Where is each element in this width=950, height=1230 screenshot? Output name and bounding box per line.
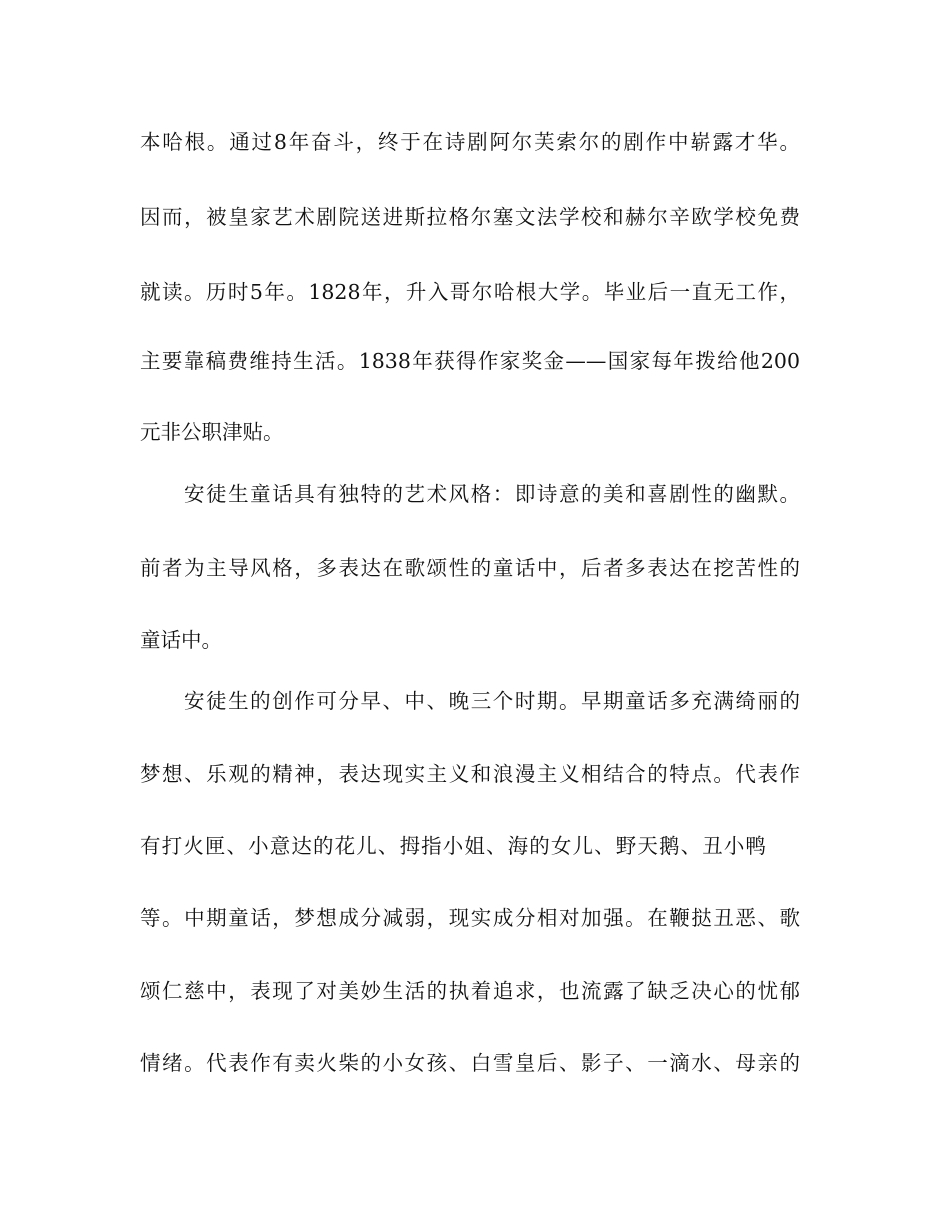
paragraph-3-line-6: 情绪。代表作有卖火柴的小女孩、白雪皇后、影子、一滴水、母亲的 <box>140 1051 800 1075</box>
paragraph-1-line-1: 本哈根。通过8年奋斗，终于在诗剧阿尔芙索尔的剧作中崭露才华。 <box>140 130 800 154</box>
paragraph-1-line-5: 元非公职津贴。 <box>140 420 284 444</box>
paragraph-2-line-1: 安徒生童话具有独特的艺术风格：即诗意的美和喜剧性的幽默。 <box>184 482 800 506</box>
paragraph-3-line-5: 颂仁慈中，表现了对美妙生活的执着追求，也流露了缺乏决心的忧郁 <box>140 979 800 1003</box>
paragraph-3-line-1: 安徒生的创作可分早、中、晚三个时期。早期童话多充满绮丽的 <box>184 689 800 713</box>
paragraph-1-line-3: 就读。历时5年。1828年，升入哥尔哈根大学。毕业后一直无工作， <box>140 280 800 304</box>
paragraph-3-line-3: 有打火匣、小意达的花儿、拇指小姐、海的女儿、野天鹅、丑小鸭 <box>140 834 766 858</box>
paragraph-2-line-3: 童话中。 <box>140 628 222 652</box>
paragraph-1-line-4: 主要靠稿费维持生活。1838年获得作家奖金——国家每年拨给他200 <box>140 349 800 373</box>
paragraph-3-line-2: 梦想、乐观的精神，表达现实主义和浪漫主义相结合的特点。代表作 <box>140 762 800 786</box>
paragraph-3-line-4: 等。中期童话，梦想成分减弱，现实成分相对加强。在鞭挞丑恶、歌 <box>140 906 800 930</box>
paragraph-1-line-2: 因而，被皇家艺术剧院送进斯拉格尔塞文法学校和赫尔辛欧学校免费 <box>140 205 800 229</box>
paragraph-2-line-2: 前者为主导风格，多表达在歌颂性的童话中，后者多表达在挖苦性的 <box>140 556 800 580</box>
